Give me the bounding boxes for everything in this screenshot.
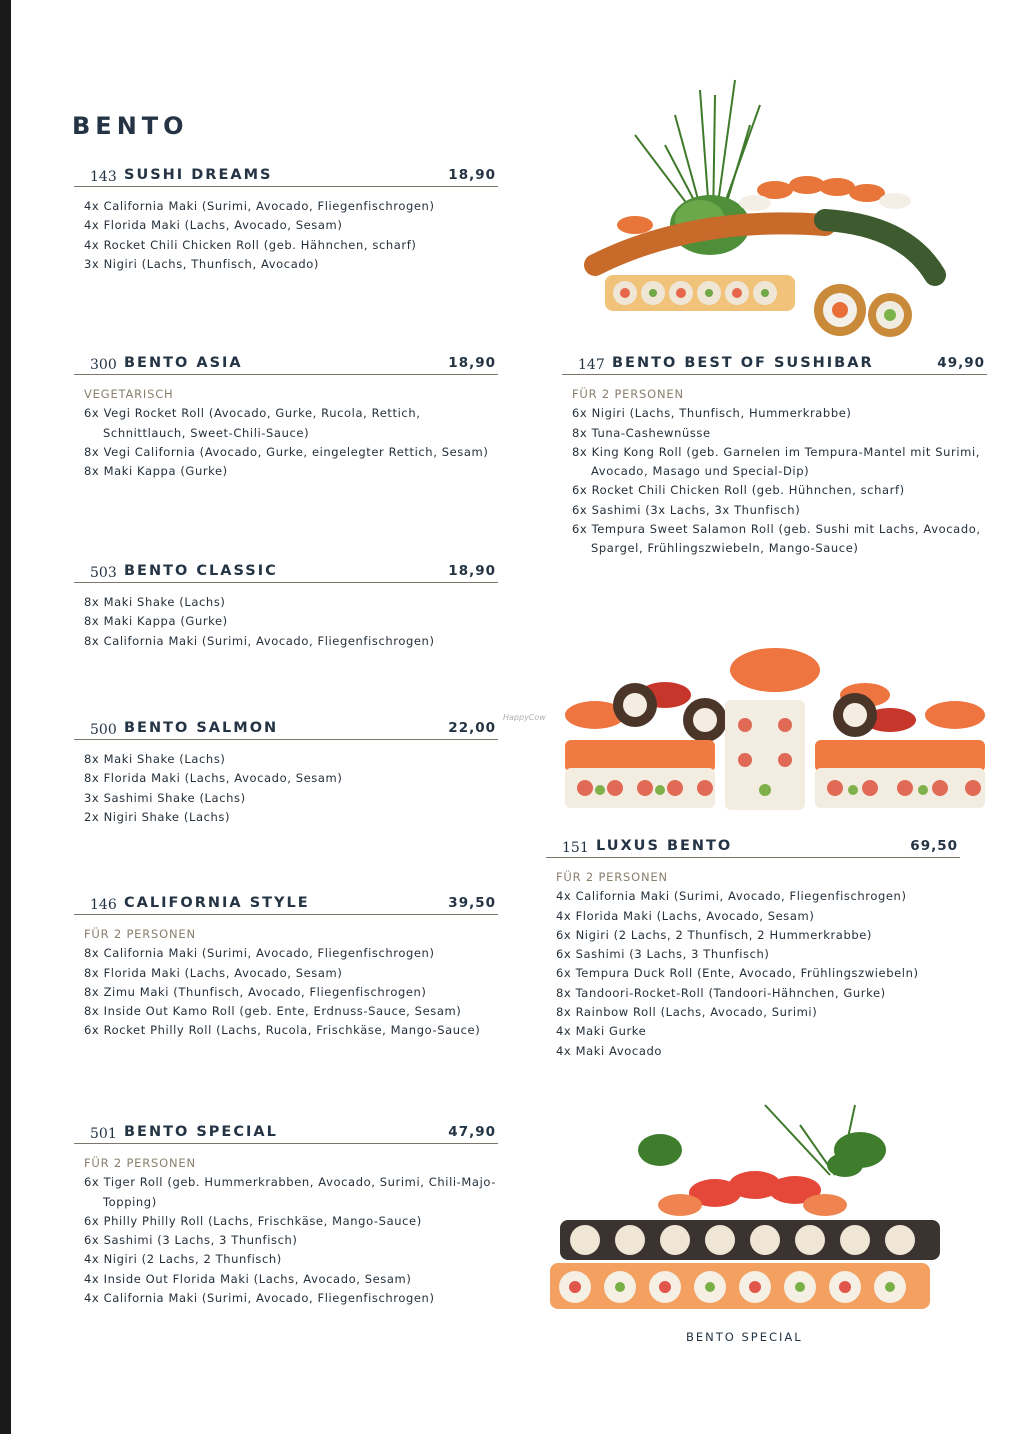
section-items bbox=[74, 925, 498, 1041]
section-header bbox=[74, 164, 498, 187]
sushi-dreams-photo bbox=[575, 75, 955, 340]
section-header bbox=[74, 1121, 498, 1144]
section-bento-classic bbox=[74, 560, 498, 651]
menu-item: 8x Florida Maki (Lachs, Avocado, Sesam) bbox=[84, 965, 343, 980]
section-bento-special bbox=[74, 1121, 498, 1308]
section-bento-salmon bbox=[74, 717, 498, 827]
menu-item: 6x Sashimi (3 Lachs, 3 Thunfisch) bbox=[84, 1233, 298, 1248]
menu-item: 4x California Maki (Surimi, Avocado, Fliegenfischrogen) bbox=[84, 199, 435, 213]
menu-item: 6x Tempura Duck Roll (Ente, Avocado, Frühlingszwiebeln) bbox=[556, 966, 919, 981]
menu-item: 6x Tempura Sweet Salamon Roll (geb. Sushi mit Lachs, Avocado, Spargel, Frühlingszwiebeln, Mango-Sauce) bbox=[572, 522, 981, 556]
item-number: 500 bbox=[90, 722, 117, 738]
section-items bbox=[74, 1154, 498, 1308]
menu-item: 4x Nigiri (2 Lachs, 2 Thunfisch) bbox=[84, 1252, 282, 1267]
section-title: BENTO SALMON bbox=[124, 720, 279, 736]
section-price: 18,90 bbox=[448, 167, 496, 183]
menu-item: 8x King Kong Roll (geb. Garnelen im Tempura-Mantel mit Surimi, Avocado, Masago und Special-Dip) bbox=[572, 444, 981, 479]
item-number: 143 bbox=[90, 169, 117, 185]
section-title: LUXUS BENTO bbox=[596, 838, 733, 854]
item-number: 146 bbox=[90, 897, 117, 913]
menu-item: 6x Sashimi (3 Lachs, 3 Thunfisch) bbox=[556, 947, 770, 962]
section-note: FÜR 2 PERSONEN bbox=[84, 927, 196, 941]
luxus-bento-photo bbox=[555, 640, 995, 820]
menu-item: 8x Zimu Maki (Thunfisch, Avocado, Fliegenfischrogen) bbox=[84, 984, 427, 999]
section-bento-asia bbox=[74, 352, 498, 481]
menu-item: 8x Tandoori-Rocket-Roll (Tandoori-Hähnchen, Gurke) bbox=[556, 985, 886, 1000]
section-note: FÜR 2 PERSONEN bbox=[84, 1156, 196, 1170]
section-luxus-bento bbox=[546, 835, 960, 1061]
section-price: 22,00 bbox=[448, 720, 496, 736]
menu-item: 8x Maki Kappa (Gurke) bbox=[84, 464, 228, 479]
menu-item: 2x Nigiri Shake (Lachs) bbox=[84, 809, 231, 824]
menu-item: 4x Maki Avocado bbox=[556, 1043, 662, 1058]
menu-item: 6x Nigiri (Lachs, Thunfisch, Hummerkrabbe) bbox=[572, 406, 852, 421]
menu-item: 8x Rainbow Roll (Lachs, Avocado, Surimi) bbox=[556, 1005, 818, 1020]
item-number: 501 bbox=[90, 1126, 117, 1142]
section-price: 18,90 bbox=[448, 563, 496, 579]
section-title: BENTO BEST OF SUSHIBAR bbox=[612, 355, 874, 371]
section-note: FÜR 2 PERSONEN bbox=[556, 870, 668, 884]
menu-item: 4x Rocket Chili Chicken Roll (geb. Hähnchen, scharf) bbox=[84, 237, 417, 252]
menu-item: 8x Florida Maki (Lachs, Avocado, Sesam) bbox=[84, 771, 343, 786]
menu-item: 4x California Maki (Surimi, Avocado, Fliegenfischrogen) bbox=[84, 1291, 435, 1306]
menu-item: 8x Maki Shake (Lachs) bbox=[84, 752, 226, 766]
section-title: CALIFORNIA STYLE bbox=[124, 895, 310, 911]
section-bento-best-of-sushibar bbox=[562, 352, 987, 559]
menu-item: 6x Sashimi (3x Lachs, 3x Thunfisch) bbox=[572, 502, 801, 517]
section-title: BENTO CLASSIC bbox=[124, 563, 278, 579]
menu-item: 6x Tiger Roll (geb. Hummerkrabben, Avocado, Surimi, Chili-Majo-Topping) bbox=[84, 1175, 496, 1209]
section-header bbox=[74, 560, 498, 583]
menu-item: 8x California Maki (Surimi, Avocado, Fliegenfischrogen) bbox=[84, 633, 435, 648]
section-header bbox=[74, 717, 498, 740]
menu-item: 6x Nigiri (2 Lachs, 2 Thunfisch, 2 Hummerkrabbe) bbox=[556, 927, 873, 942]
section-note: FÜR 2 PERSONEN bbox=[572, 387, 684, 401]
section-price: 49,90 bbox=[937, 355, 985, 371]
menu-item: 3x Sashimi Shake (Lachs) bbox=[84, 790, 246, 805]
menu-item: 6x Vegi Rocket Roll (Avocado, Gurke, Rucola, Rettich, Schnittlauch, Sweet-Chili-Sauce) bbox=[84, 406, 421, 440]
menu-item: 4x Florida Maki (Lachs, Avocado, Sesam) bbox=[84, 218, 343, 233]
section-items bbox=[74, 750, 498, 827]
section-note: VEGETARISCH bbox=[84, 387, 174, 401]
section-items bbox=[74, 593, 498, 651]
section-sushi-dreams bbox=[74, 164, 498, 274]
section-price: 47,90 bbox=[448, 1124, 496, 1140]
section-header bbox=[74, 892, 498, 915]
menu-item: 4x Florida Maki (Lachs, Avocado, Sesam) bbox=[556, 908, 815, 923]
page-title: BENTO bbox=[72, 112, 189, 140]
menu-item: 4x Maki Gurke bbox=[556, 1024, 647, 1039]
menu-item: 8x Inside Out Kamo Roll (geb. Ente, Erdnuss-Sauce, Sesam) bbox=[84, 1004, 462, 1019]
menu-item: 8x California Maki (Surimi, Avocado, Fliegenfischrogen) bbox=[84, 946, 435, 961]
menu-item: 4x California Maki (Surimi, Avocado, Fliegenfischrogen) bbox=[556, 889, 907, 904]
watermark: HappyCow bbox=[503, 713, 546, 722]
section-price: 18,90 bbox=[448, 355, 496, 371]
section-title: BENTO SPECIAL bbox=[124, 1124, 278, 1140]
menu-item: 4x Inside Out Florida Maki (Lachs, Avocado, Sesam) bbox=[84, 1271, 412, 1286]
menu-item: 6x Philly Philly Roll (Lachs, Frischkäse, Mango-Sauce) bbox=[84, 1213, 422, 1228]
section-items bbox=[562, 385, 987, 559]
menu-item: 3x Nigiri (Lachs, Thunfisch, Avocado) bbox=[84, 256, 319, 271]
bento-special-photo bbox=[550, 1095, 950, 1320]
section-title: BENTO ASIA bbox=[124, 355, 243, 371]
item-number: 147 bbox=[578, 357, 605, 373]
menu-item: 8x Tuna-Cashewnüsse bbox=[572, 425, 711, 440]
item-number: 151 bbox=[562, 840, 589, 856]
page-edge-bar bbox=[0, 0, 11, 1434]
section-california-style bbox=[74, 892, 498, 1041]
section-items bbox=[546, 868, 960, 1061]
menu-item: 8x Maki Kappa (Gurke) bbox=[84, 614, 228, 629]
section-header bbox=[74, 352, 498, 375]
item-number: 503 bbox=[90, 565, 117, 581]
section-header bbox=[546, 835, 960, 858]
section-title: SUSHI DREAMS bbox=[124, 167, 273, 183]
menu-item: 8x Vegi California (Avocado, Gurke, eingelegter Rettich, Sesam) bbox=[84, 444, 489, 459]
item-number: 300 bbox=[90, 357, 117, 373]
menu-item: 6x Rocket Chili Chicken Roll (geb. Hühnchen, scharf) bbox=[572, 483, 905, 498]
section-price: 39,50 bbox=[448, 895, 496, 911]
bento-special-caption: BENTO SPECIAL bbox=[686, 1330, 803, 1344]
section-price: 69,50 bbox=[910, 838, 958, 854]
menu-item: 8x Maki Shake (Lachs) bbox=[84, 595, 226, 609]
section-items bbox=[74, 197, 498, 274]
section-header bbox=[562, 352, 987, 375]
menu-item: 6x Rocket Philly Roll (Lachs, Rucola, Frischkäse, Mango-Sauce) bbox=[84, 1023, 481, 1038]
section-items bbox=[74, 385, 498, 481]
